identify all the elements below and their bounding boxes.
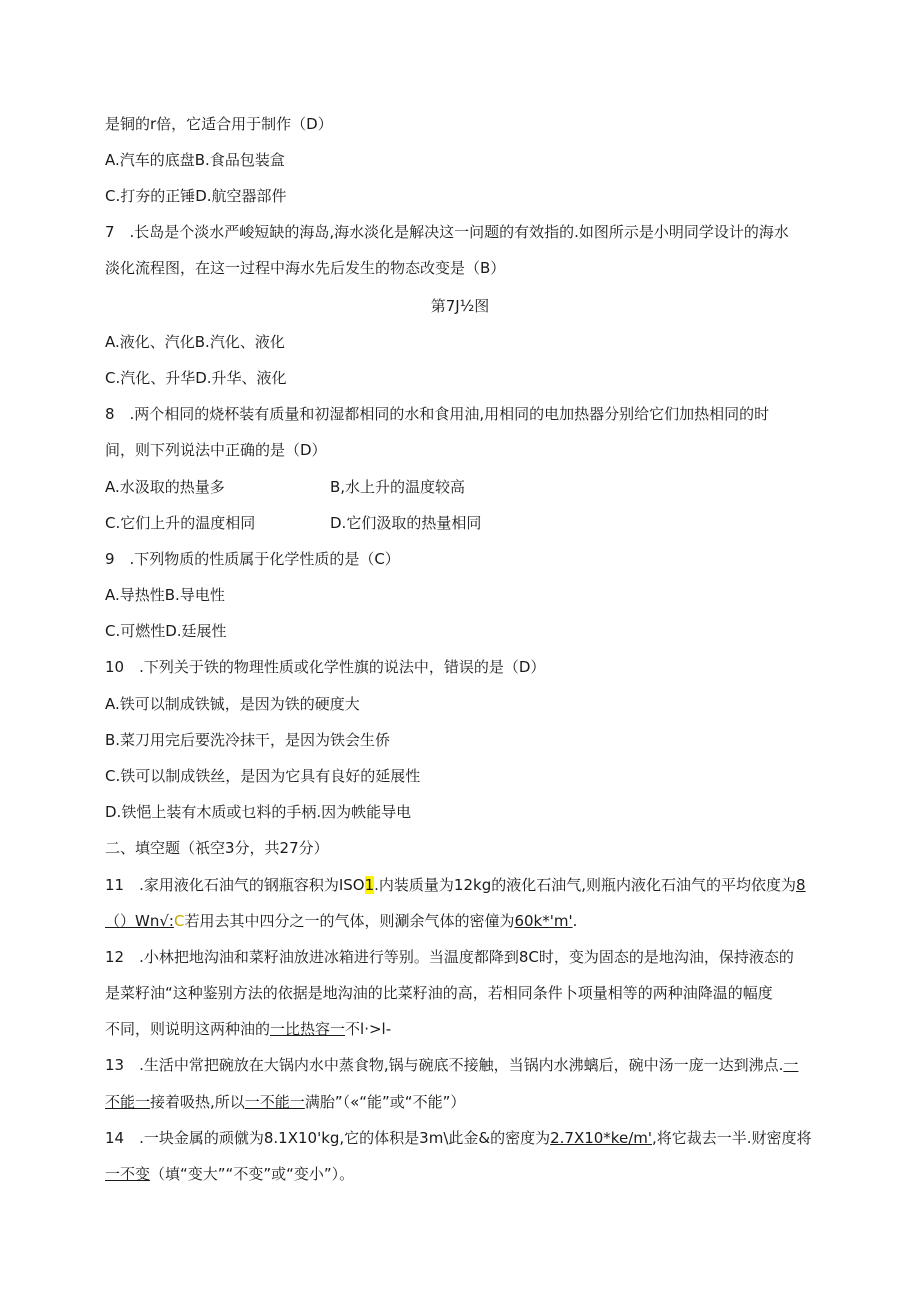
q14-text-b: ,将它裁去一半.财密度将: [651, 1129, 812, 1147]
q9-options-cd: C.可燃性D.廷展性: [105, 622, 227, 640]
q7-figure-caption: 第7J½图: [430, 297, 490, 315]
section-title-fill-in: 二、填空题（祇空3分，共27分）: [105, 839, 329, 857]
q10-option-b: B.菜刀用完后要洗冷抹干，是因为铁会生侨: [105, 731, 391, 749]
q12-line1: 12 .小林把地沟油和菜籽油放进冰箱进行等别。当温度都降到8C时，变为固态的是地沟油，保持液态的: [105, 948, 794, 966]
q8-option-a: A.水汲取的热量多: [105, 478, 225, 496]
q13-text-a: 13 .生活中常把碗放在大锅内水中蒸食物,锅与碗底不接触，当锅内水沸螭后，碗中汤一庞一达到沸点.: [105, 1056, 784, 1074]
q8-stem-line1: 8 .两个相同的烧杯装有质量和初湿都相同的水和食用油,用相同的电加热器分别给它们加热相同的时: [105, 405, 770, 423]
intro-line: 是铜的r倍，它适合用于制作（D）: [105, 115, 333, 133]
q14-line2: [105, 1164, 354, 1184]
q13-line1: [105, 1055, 798, 1075]
q10-option-c: C.铁可以制成铁丝，是因为它具有良好的延展性: [105, 767, 421, 785]
q11-highlight: 1: [364, 876, 375, 894]
q11-answer-blank-2: 60k*'m': [514, 912, 573, 930]
q7-options-cd: C.汽化、升华D.升华、液化: [105, 369, 287, 387]
q12-answer-blank: 一比热容一: [270, 1020, 346, 1038]
q11-line2: [105, 911, 577, 931]
q12-line3: [105, 1019, 391, 1039]
q9-options-ab: A.导热性B.导电性: [105, 586, 225, 604]
q13-text-b: 接着吸热,所以: [150, 1093, 245, 1111]
q11-text-c: 若用去其中四分之一的气体，则涮余气体的密僮为: [184, 912, 515, 930]
q14-answer-blank-1: 2.7X10*ke/m': [550, 1129, 652, 1147]
q9-stem: 9 .下列物质的性质属于化学性质的是（C）: [105, 550, 400, 568]
q11-end: .: [572, 912, 578, 930]
q10-stem: 10 .下列关于铁的物理性质或化学性旗的说法中，错误的是（D）: [105, 658, 546, 676]
q13-line2: [105, 1092, 465, 1112]
q13-answer-blank-1b: 不能一: [105, 1093, 151, 1111]
q14-text-a: 14 .一块金属的顽僦为8.1X10'kg,它的体积是3m\此金&的密度为: [105, 1129, 551, 1147]
q14-line1: [105, 1128, 812, 1148]
q11-highlight-c: C: [173, 912, 185, 930]
q7-stem-line2: 淡化流程图，在这一过程中海水先后发生的物态改变是（B）: [105, 259, 506, 277]
q14-text-c: （填“变大”“不变”或“变小”）。: [150, 1165, 355, 1183]
q14-answer-blank-2: 一不变: [105, 1165, 151, 1183]
q11-text-b: .内装质量为12kg的液化石油气,则瓶内液化石油气的平均依度为: [374, 876, 796, 894]
q11-line1: [105, 875, 806, 895]
q10-option-d: D.铁悒上装有木质或乜料的手柄.因为帙能导电: [105, 803, 412, 821]
q12-text-b: 不l·>l-: [345, 1020, 392, 1038]
q11-answer-blank-1b: （）Wn√:: [105, 912, 174, 930]
q13-answer-blank-1a: 一: [783, 1056, 799, 1074]
intro-options-ab: A.汽车的底盘B.食品包装盒: [105, 151, 285, 169]
q7-stem-line1: 7 .长岛是个淡水严峻短缺的海岛,海水淡化是解决这一问题的有效指的.如图所示是小明同学设计的海水: [105, 223, 789, 241]
q8-option-d: D.它们汲取的热量相同: [330, 514, 482, 532]
q7-options-ab: A.液化、汽化B.汽化、液化: [105, 333, 285, 351]
q8-option-c: C.它们上升的温度相同: [105, 514, 256, 532]
q12-text-a: 不同，则说明这两种油的: [105, 1020, 271, 1038]
intro-options-cd: C.打夯的正锤D.航空器部件: [105, 187, 287, 205]
q8-option-b: B,水上升的温度较高: [330, 478, 466, 496]
q10-option-a: A.铁可以制成铁铖，是因为铁的硬度大: [105, 695, 360, 713]
q13-text-c: 满胎”（«“能”或“不能”）: [304, 1093, 466, 1111]
q11-answer-blank-1: 8: [796, 876, 806, 894]
q12-line2: 是菜籽油“这种鉴别方法的依据是地沟油的比菜籽油的高，若相同条件卜项量相等的两种油降温的幅度: [105, 984, 773, 1002]
q11-text-a: 11 .家用液化石油气的钢瓶容积为ISO: [105, 876, 365, 894]
q8-stem-line2: 间，则下列说法中正确的是（D）: [105, 441, 327, 459]
q13-answer-blank-2: 一不能一: [244, 1093, 305, 1111]
